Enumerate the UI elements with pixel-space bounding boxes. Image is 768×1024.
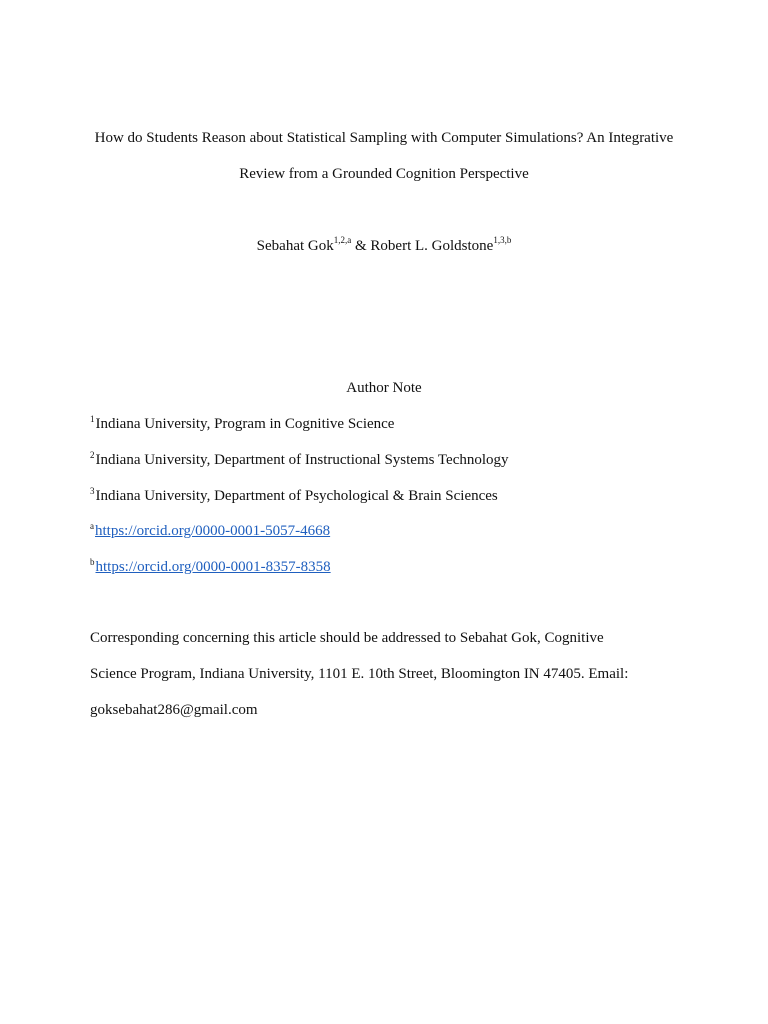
author-separator: & [351,238,371,254]
title-line-1: How do Students Reason about Statistical Sampling with Computer Simulations? An Integrative [94,130,674,146]
affiliation-1-marker: 1 [90,414,95,424]
author-2-affiliation-markers: 1,3,b [493,235,512,245]
affiliation-3 [90,487,498,505]
author-line [0,237,768,255]
affiliation-2-marker: 2 [90,450,95,460]
correspondence-line-2: Science Program, Indiana University, 1101 E. 10th Street, Bloomington IN 47405. Email: [90,666,629,682]
affiliation-2 [90,451,509,469]
author-2-name: Robert L. Goldstone [370,238,494,254]
affiliation-1-text: Indiana University, Program in Cognitive Science [95,416,395,432]
orcid-b [90,558,331,576]
affiliation-2-text: Indiana University, Department of Instructional Systems Technology [95,452,509,468]
orcid-b-marker: b [90,557,95,567]
correspondence-email: goksebahat286@gmail.com [90,702,258,718]
orcid-a-marker: a [90,521,94,531]
orcid-b-link[interactable]: https://orcid.org/0000-0001-8357-8358 [95,559,331,575]
affiliation-3-marker: 3 [90,486,95,496]
affiliation-1 [90,415,394,433]
correspondence-line-1: Corresponding concerning this article should be addressed to Sebahat Gok, Cognitive [90,630,604,646]
author-1-name: Sebahat Gok [256,238,334,254]
author-1-affiliation-markers: 1,2,a [333,235,352,245]
title-line-2: Review from a Grounded Cognition Perspective [239,166,529,182]
orcid-a-link[interactable]: https://orcid.org/0000-0001-5057-4668 [95,523,331,539]
author-note-heading: Author Note [346,380,422,396]
orcid-a [90,522,330,540]
affiliation-3-text: Indiana University, Department of Psychological & Brain Sciences [95,488,498,504]
